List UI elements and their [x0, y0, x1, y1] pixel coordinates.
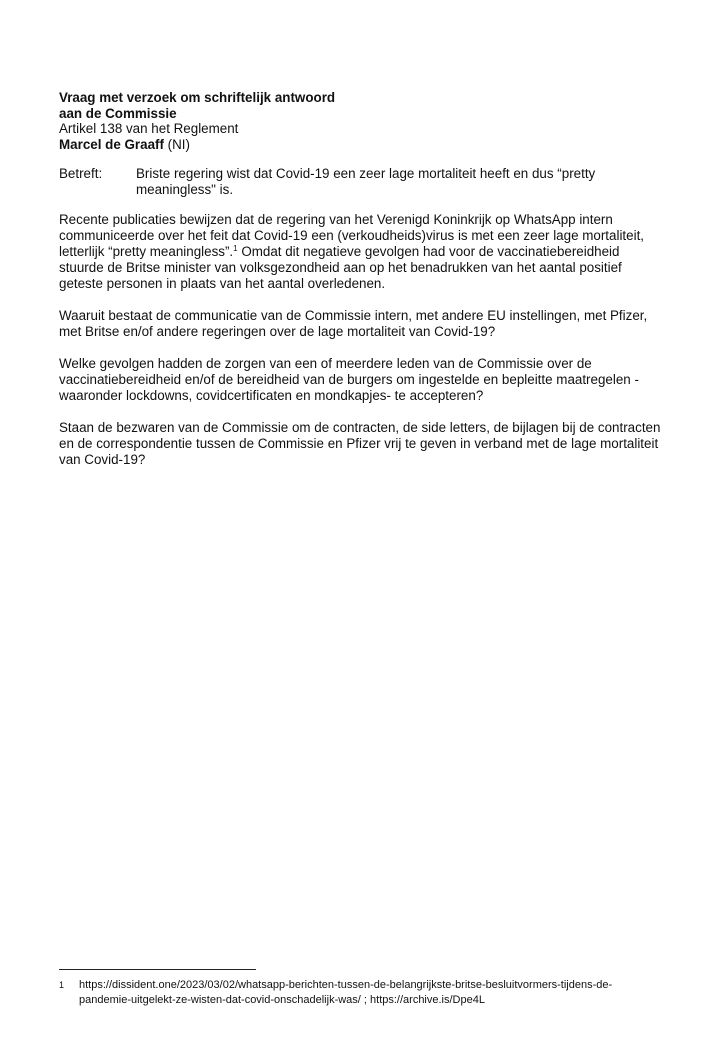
paragraph-1 — [59, 212, 689, 292]
footnote-number: 1 — [59, 980, 65, 990]
subject-text — [136, 166, 636, 198]
paragraph-line: stuurde de Britse minister van volksgezondheid aan op het benadrukken van het aantal positief — [59, 260, 622, 275]
rule-reference: Artikel 138 van het Reglement — [59, 121, 239, 136]
author-group: (NI) — [163, 136, 190, 152]
subject-label: Betreft: — [59, 166, 103, 181]
paragraph-line: waaronder lockdowns, covidcertificaten en mondkapjes- te accepteren? — [59, 388, 484, 403]
paragraph-3 — [59, 356, 689, 404]
paragraph-line: Staan de bezwaren van de Commissie om de contracten, de side letters, de bijlagen bij de contracten — [59, 420, 661, 435]
author-name: Marcel de Graaff — [59, 136, 164, 152]
footnote-link[interactable]: pandemie-uitgelekt-ze-wisten-dat-covid-onschadelijk-was/ ; https://archive.is/Dpe4L — [79, 994, 485, 1006]
paragraph-text: Omdat dit negatieve gevolgen had voor de vaccinatiebereidheid — [237, 244, 620, 259]
question-title-line2: aan de Commissie — [59, 105, 177, 121]
paragraph-line: en de correspondentie tussen de Commissie en Pfizer vrij te geven in verband met de lage mortaliteit — [59, 436, 659, 451]
footnote-separator — [59, 969, 256, 970]
footnote-link[interactable]: https://dissident.one/2023/03/02/whatsapp-berichten-tussen-de-belangrijkste-britse-besluitvormers-tijdens-de- — [79, 979, 613, 991]
question-header — [59, 90, 335, 152]
author-line — [59, 137, 335, 153]
paragraph-line: van Covid-19? — [59, 452, 146, 467]
question-title-line1: Vraag met verzoek om schriftelijk antwoord — [59, 90, 336, 105]
paragraph-line: geteste personen in plaats van het aantal overledenen. — [59, 276, 386, 291]
paragraph-4 — [59, 420, 689, 468]
paragraph-line: Welke gevolgen hadden de zorgen van een of meerdere leden van de Commissie over de — [59, 356, 592, 371]
footnote-reference[interactable]: 1 — [233, 244, 238, 253]
subject-line: Briste regering wist dat Covid-19 een zeer lage mortaliteit heeft en dus “pretty — [136, 166, 596, 181]
subject-line: meaningless" is. — [136, 182, 234, 197]
paragraph-line — [59, 244, 689, 260]
paragraph-line: met Britse en/of andere regeringen over de lage mortaliteit van Covid-19? — [59, 324, 496, 339]
paragraph-2 — [59, 308, 689, 340]
paragraph-text: letterlijk “pretty meaningless”. — [59, 244, 234, 259]
paragraph-line: Recente publicaties bewijzen dat de regering van het Verenigd Koninkrijk op WhatsApp intern — [59, 212, 613, 227]
paragraph-line: communiceerde over het feit dat Covid-19 een (verkoudheids)virus is met een zeer lage mortaliteit, — [59, 228, 645, 243]
footnote-text — [79, 978, 689, 1008]
paragraph-line: vaccinatiebereidheid en/of de bereidheid van de burgers om ingestelde en bepleitte maatregelen - — [59, 372, 639, 387]
paragraph-line: Waaruit bestaat de communicatie van de Commissie intern, met andere EU instellingen, met Pfizer, — [59, 308, 648, 323]
